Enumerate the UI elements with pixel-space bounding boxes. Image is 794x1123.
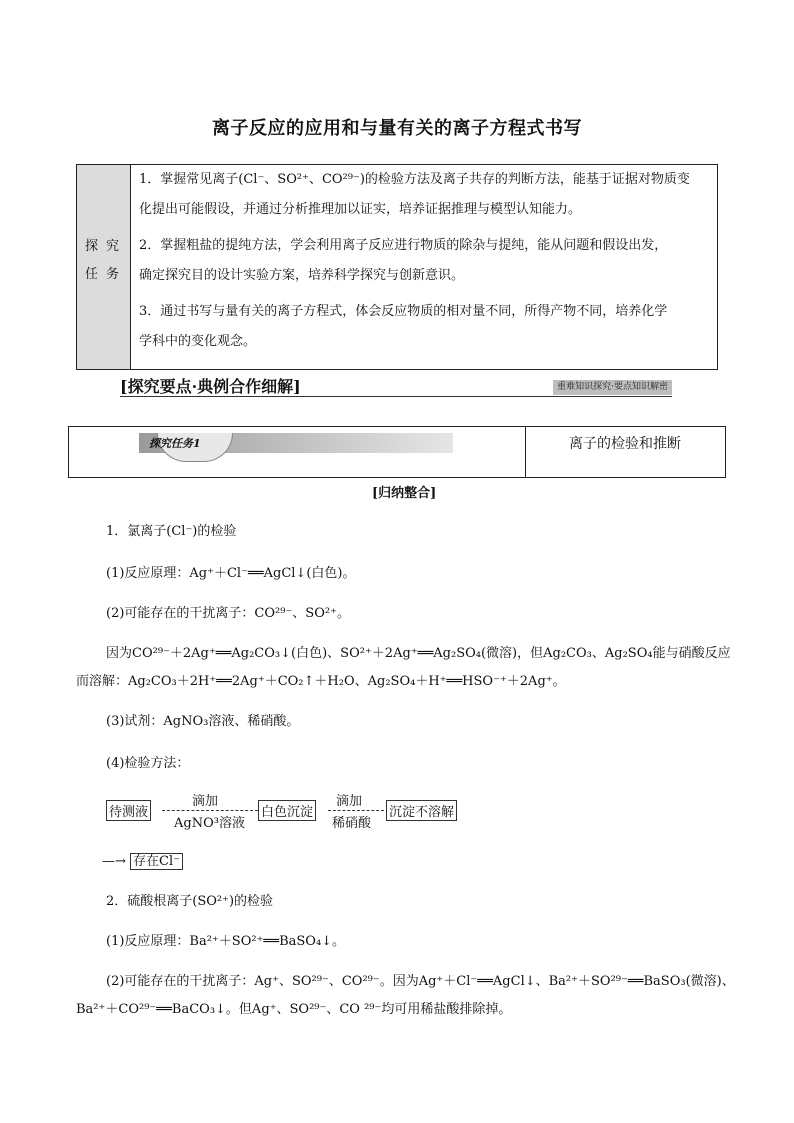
task-label-bottom: 任务 xyxy=(85,267,128,282)
flow-result2: 沉淀不溶解 xyxy=(386,800,457,821)
line-8: 2．硫酸根离子(SO²⁺)的检验 xyxy=(106,894,274,909)
line-6: (3)试剂：AgNO₃溶液、稀硝酸。 xyxy=(106,714,300,729)
flow-step2-top: 滴加 xyxy=(336,794,363,809)
line-11: Ba²⁺＋CO²⁹⁻══BaCO₃↓。但Ag⁺、SO²⁹⁻、CO ²⁹⁻均可用稀盐酸排除掉。 xyxy=(76,1002,512,1017)
flow-arrow-1 xyxy=(162,810,258,811)
task1-ribbon xyxy=(139,433,453,453)
line-4: 因为CO²⁹⁻＋2Ag⁺══Ag₂CO₃↓(白色)、SO²⁺＋2Ag⁺══Ag₂SO₄(微溶)，但Ag₂CO₃、Ag₂SO₄能与硝酸反应 xyxy=(106,646,731,661)
line-1: 1．氯离子(Cl⁻)的检验 xyxy=(106,524,237,539)
line-9: (1)反应原理：Ba²⁺＋SO²⁺══BaSO₄↓。 xyxy=(106,934,346,949)
line-2: (1)反应原理：Ag⁺＋Cl⁻══AgCl↓(白色)。 xyxy=(106,566,356,581)
line-7: (4)检验方法： xyxy=(106,756,190,771)
page-title: 离子反应的应用和与量有关的离子方程式书写 xyxy=(212,118,582,139)
flow-step2-bottom: 稀硝酸 xyxy=(332,816,372,831)
flow-conclusion: 存在Cl⁻ xyxy=(130,853,183,870)
flow-result1: 白色沉淀 xyxy=(258,800,316,821)
flow-arrow-3: —→ xyxy=(102,854,126,869)
flow-sample: 待测液 xyxy=(106,800,151,821)
section-header-label: [探究要点·典例合作细解] xyxy=(120,377,301,396)
task-label-top: 探究 xyxy=(85,239,128,254)
line-10: (2)可能存在的干扰离子：Ag⁺、SO²⁹⁻、CO²⁹⁻。因为Ag⁺＋Cl⁻══AgCl↓、Ba²⁺＋SO²⁹⁻══BaSO₃(微溶)、 xyxy=(106,974,735,989)
task-table xyxy=(76,164,718,370)
flow-step1-bottom: AgNO³溶液 xyxy=(174,816,245,831)
flow-step1-top: 滴加 xyxy=(192,794,219,809)
detection-flow xyxy=(106,792,466,832)
section-header-tag: 重难知识探究·要点知识解密 xyxy=(553,380,672,395)
flow-arrow-2 xyxy=(328,810,384,811)
section-header xyxy=(120,374,672,397)
task-item-3: 3．通过书写与量有关的离子方程式，体会反应物质的相对量不同，所得产物不同，培养化学 学科中的变化观念。 xyxy=(139,304,668,349)
summary-label: [归纳整合] xyxy=(372,486,437,501)
line-3: (2)可能存在的干扰离子：CO²⁹⁻、SO²⁺。 xyxy=(106,606,350,621)
task1-title: 离子的检验和推断 xyxy=(569,436,681,452)
flow-conclusion-row xyxy=(102,850,183,869)
task1-ribbon-label: 探究任务1 xyxy=(149,437,201,450)
task-item-1: 1．掌握常见离子(Cl⁻、SO²⁺、CO²⁹⁻)的检验方法及离子共存的判断方法，能基于证据对物质变 化提出可能假设，并通过分析推理加以证实，培养证据推理与模型认知能力。 xyxy=(139,172,690,217)
line-5: 而溶解：Ag₂CO₃＋2H⁺══2Ag⁺＋CO₂↑＋H₂O、Ag₂SO₄＋H⁺══HSO⁻⁺＋2Ag⁺。 xyxy=(76,674,566,689)
task-label-cell xyxy=(77,165,131,369)
task-item-2: 2．掌握粗盐的提纯方法，学会利用离子反应进行物质的除杂与提纯，能从问题和假设出发， 确定探究目的设计实验方案，培养科学探究与创新意识。 xyxy=(139,238,668,283)
task1-table xyxy=(68,426,726,478)
